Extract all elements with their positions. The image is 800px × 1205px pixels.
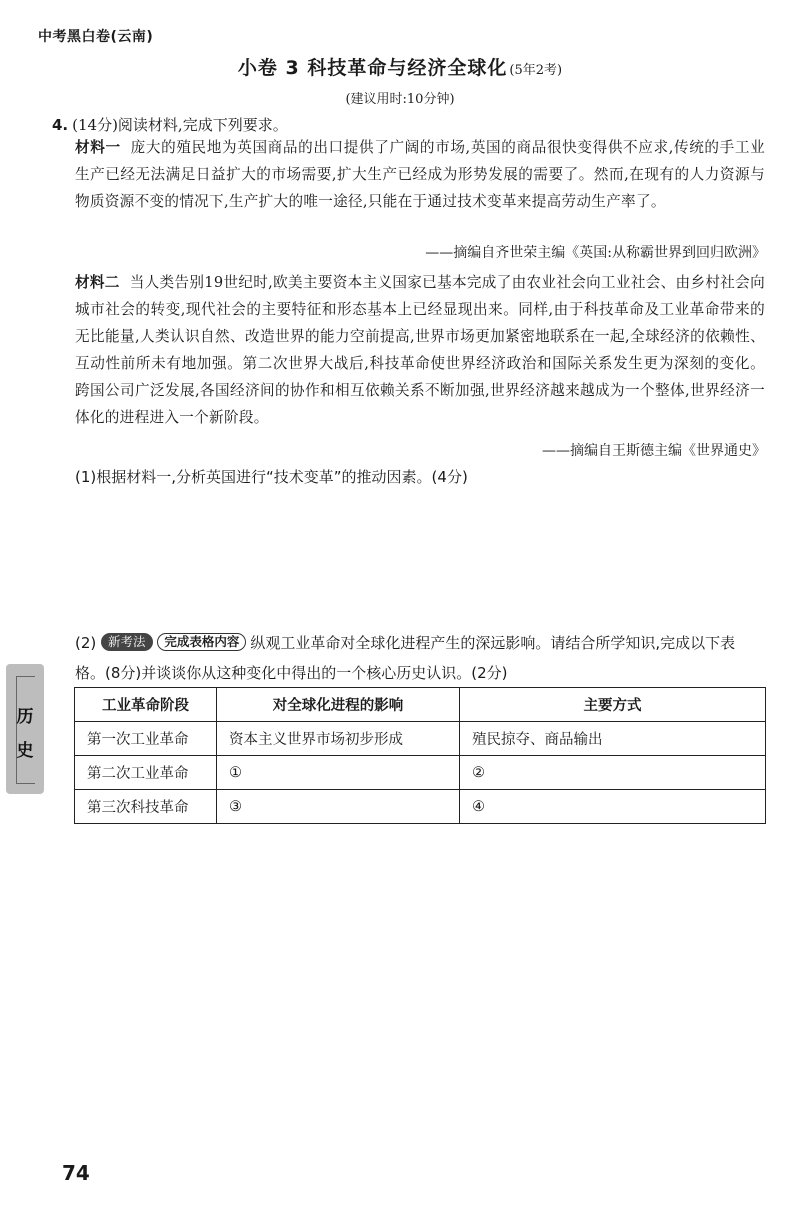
sub-question-2 <box>75 628 765 688</box>
table-cell: 第三次科技革命 <box>75 790 217 824</box>
page-number: 74 <box>62 1161 90 1185</box>
side-tab-char-2: 史 <box>16 741 34 761</box>
question-header <box>52 114 288 135</box>
table-header-row <box>75 688 766 722</box>
question-intro: (14分)阅读材料,完成下列要求。 <box>72 116 288 134</box>
suggested-time-note: (建议用时:10分钟) <box>345 92 455 107</box>
side-tab-bracket <box>16 676 35 784</box>
table-row <box>75 722 766 756</box>
section-title: 小卷 3 科技革命与经济全球化 <box>237 57 508 79</box>
table-row <box>75 790 766 824</box>
sub-question-2-prefix: (2) <box>75 634 97 652</box>
new-format-badge: 新考法 <box>101 633 153 651</box>
table-header-cell: 对全球化进程的影响 <box>217 688 460 722</box>
table-cell: 殖民掠夺、商品输出 <box>460 722 766 756</box>
material-two-label: 材料二 <box>75 274 120 291</box>
question-number: 4. <box>52 116 69 134</box>
section-title-row <box>0 53 800 80</box>
answer-blank-cell[interactable]: ③ <box>217 790 460 824</box>
table-cell: 第一次工业革命 <box>75 722 217 756</box>
answer-blank-cell[interactable]: ① <box>217 756 460 790</box>
subject-side-tab <box>6 664 44 794</box>
sub-question-2-text: 纵观工业革命对全球化进程产生的深远影响。请结合所学知识,完成以下表格。(8分)并谈谈你从这种变化中得出的一个核心历史认识。(2分) <box>75 634 736 682</box>
table-cell: 第二次工业革命 <box>75 756 217 790</box>
answer-blank-cell[interactable]: ④ <box>460 790 766 824</box>
table-header-cell: 主要方式 <box>460 688 766 722</box>
table-header-cell: 工业革命阶段 <box>75 688 217 722</box>
side-tab-char-1: 历 <box>16 707 34 727</box>
series-header: 中考黑白卷(云南) <box>38 29 154 45</box>
material-one-text: 庞大的殖民地为英国商品的出口提供了广阔的市场,英国的商品很快变得供不应求,传统的手工业生产已经无法满足日益扩大的市场需要,扩大生产已经成为形势发展的需要了。然而,在现有的人力资源与物质资源不变的情况下,生产扩大的唯一途径,只能在于通过技术变革来提高劳动生产率了。 <box>75 139 765 210</box>
material-two-text: 当人类告别19世纪时,欧美主要资本主义国家已基本完成了由农业社会向工业社会、由乡村社会向城市社会的转变,现代社会的主要特征和形态基本上已经显现出来。同样,由于科技革命及工业革命带来的无比能量,人类认识自然、改造世界的能力空前提高,世界市场更加紧密地联系在一起,全球经济的依赖性、互动性前所未有地加强。第二次世界大战后,科技革命使世界经济政治和国际关系发生更为深刻的变化。跨国公司广泛发展,各国经济间的协作和相互依赖关系不断加强,世界经济越来越成为一个整体,世界经济一体化的进程进入一个新阶段。 <box>75 274 765 426</box>
material-one-source: ——摘编自齐世荣主编《英国:从称霸世界到回归欧洲》 <box>425 245 766 261</box>
material-one <box>75 134 765 215</box>
exam-frequency-note: (5年2考) <box>509 63 563 78</box>
table-row <box>75 756 766 790</box>
table-cell: 资本主义世界市场初步形成 <box>217 722 460 756</box>
material-one-label: 材料一 <box>75 139 121 156</box>
material-two <box>75 269 765 431</box>
material-two-source: ——摘编自王斯德主编《世界通史》 <box>542 443 766 459</box>
answer-blank-cell[interactable]: ② <box>460 756 766 790</box>
sub-question-1: (1)根据材料一,分析英国进行“技术变革”的推动因素。(4分) <box>75 468 468 486</box>
task-type-badge: 完成表格内容 <box>157 633 246 651</box>
answer-table <box>74 687 766 824</box>
